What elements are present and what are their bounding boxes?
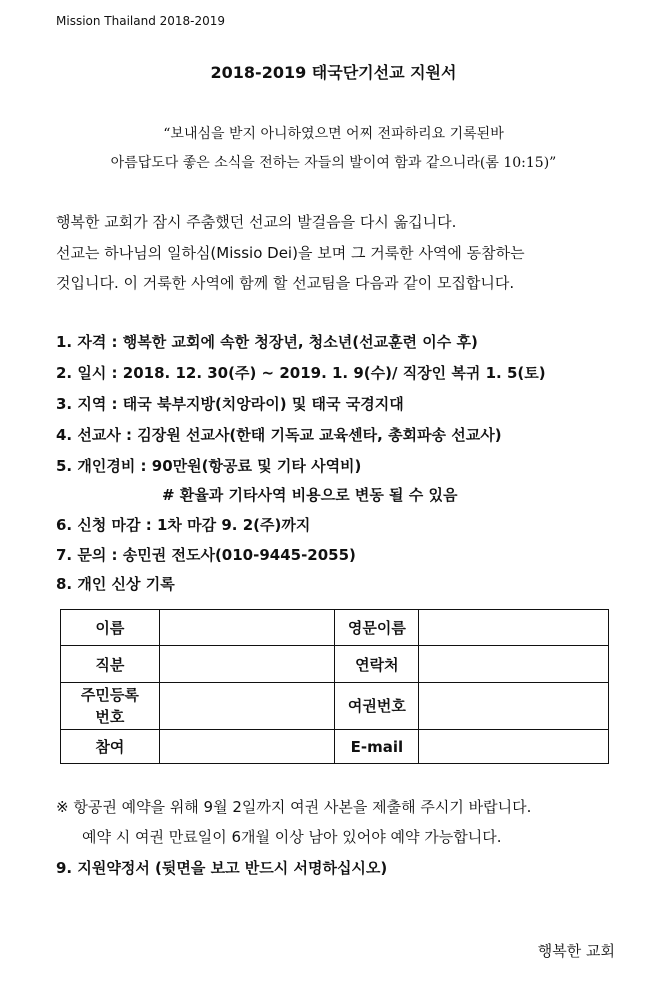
resident-number-label	[61, 683, 160, 730]
table-row	[61, 730, 609, 764]
english-name-field[interactable]	[419, 610, 609, 646]
header-text: Mission Thailand 2018-2019	[56, 14, 226, 28]
passport-number-label: 여권번호	[335, 683, 419, 730]
table-row	[61, 646, 609, 683]
notice-line-2: 예약 시 여권 만료일이 6개월 이상 남아 있어야 예약 가능합니다.	[82, 828, 502, 846]
item-missionary: 4. 선교사 : 김장원 선교사(한태 기독교 교육센타, 총회파송 선교사)	[56, 426, 502, 444]
contact-field[interactable]	[419, 646, 609, 683]
english-name-label: 영문이름	[335, 610, 419, 646]
intro-line-3: 것입니다. 이 거룩한 사역에 함께 할 선교팀을 다음과 같이 모집합니다.	[56, 274, 515, 292]
name-field[interactable]	[159, 610, 335, 646]
participation-label: 참여	[61, 730, 160, 764]
intro-line-1: 행복한 교회가 잠시 주춤했던 선교의 발걸음을 다시 옮깁니다.	[56, 213, 457, 231]
position-label: 직분	[61, 646, 160, 683]
position-field[interactable]	[159, 646, 335, 683]
item-deadline: 6. 신청 마감 : 1차 마감 9. 2(주)까지	[56, 516, 311, 534]
resident-number-field[interactable]	[159, 683, 335, 730]
email-field[interactable]	[419, 730, 609, 764]
page-title: 2018-2019 태국단기선교 지원서	[210, 63, 457, 82]
resident-number-label-line-2: 번호	[95, 708, 125, 726]
table-row	[61, 683, 609, 730]
church-signature: 행복한 교회	[537, 942, 615, 960]
intro-line-2: 선교는 하나님의 일하심(Missio Dei)을 보며 그 거룩한 사역에 동참하는	[56, 244, 525, 262]
item-schedule: 2. 일시 : 2018. 12. 30(주) ~ 2019. 1. 9(수)/ 직장인 복귀 1. 5(토)	[56, 364, 546, 382]
resident-number-label-line-1: 주민등록	[80, 686, 139, 704]
item-expense: 5. 개인경비 : 90만원(항공료 및 기타 사역비)	[56, 457, 362, 475]
notice-line-1: ※ 항공권 예약을 위해 9월 2일까지 여권 사본을 제출해 주시기 바랍니다.	[56, 798, 532, 816]
contact-label: 연락처	[335, 646, 419, 683]
item-qualification: 1. 자격 : 행복한 교회에 속한 청장년, 청소년(선교훈련 이수 후)	[56, 333, 478, 351]
item-contact: 7. 문의 : 송민권 전도사(010-9445-2055)	[56, 546, 356, 564]
participation-field[interactable]	[159, 730, 335, 764]
table-row	[61, 610, 609, 646]
expense-note: # 환율과 기타사역 비용으로 변동 될 수 있음	[162, 486, 458, 504]
verse-line-1: “보내심을 받지 아니하였으면 어찌 전파하리요 기록된바	[163, 126, 504, 142]
item-personal-record: 8. 개인 신상 기록	[56, 575, 175, 593]
personal-info-table	[60, 609, 609, 764]
item-region: 3. 지역 : 태국 북부지방(치앙라이) 및 태국 국경지대	[56, 395, 404, 413]
item-pledge: 9. 지원약정서 (뒷면을 보고 반드시 서명하십시오)	[56, 859, 388, 877]
verse-line-2: 아름답도다 좋은 소식을 전하는 자들의 발이여 함과 같으니라(롬 10:15)”	[110, 155, 557, 171]
passport-number-field[interactable]	[419, 683, 609, 730]
email-label: E-mail	[335, 730, 419, 764]
name-label: 이름	[61, 610, 160, 646]
